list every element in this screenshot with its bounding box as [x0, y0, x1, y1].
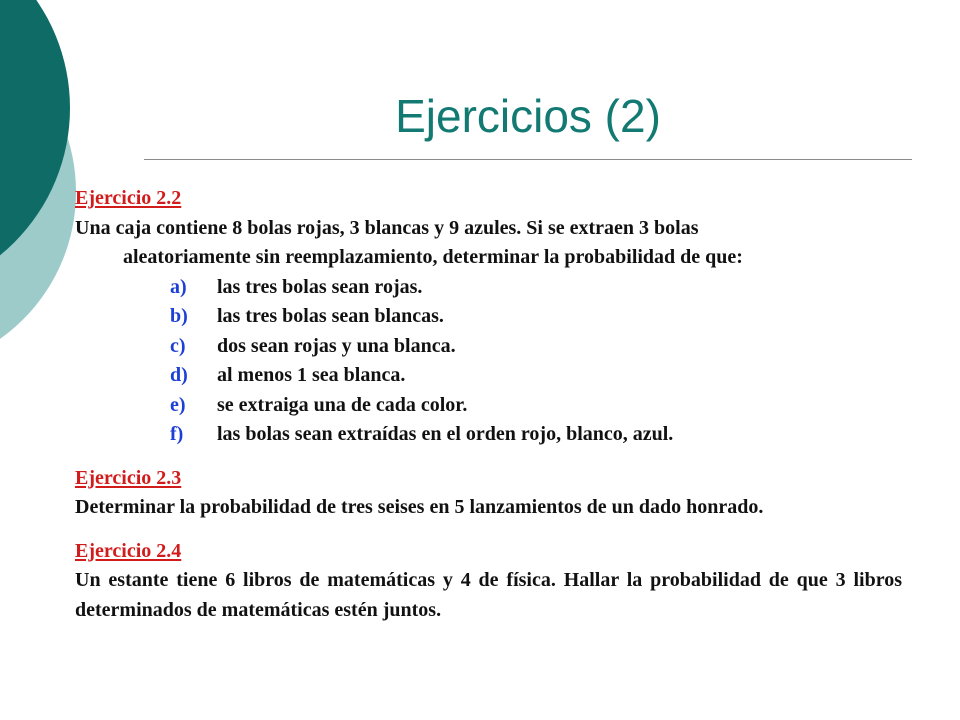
list-marker: e) [170, 393, 186, 416]
exercise-2-3 [75, 464, 902, 523]
list-item-text: las tres bolas sean rojas. [217, 275, 423, 298]
list-item [75, 391, 902, 421]
list-item-text: al menos 1 sea blanca. [217, 364, 406, 386]
list-marker: d) [170, 364, 188, 386]
list-item [75, 361, 902, 391]
list-marker: a) [170, 275, 187, 298]
exercise-2-2 [75, 184, 902, 450]
exercise-text: Determinar la probabilidad de tres seises en 5 lanzamientos de un dado honrado. [75, 496, 764, 518]
exercise-heading: Ejercicio 2.4 [75, 539, 182, 562]
list-marker: c) [170, 334, 186, 357]
title-divider [144, 159, 912, 160]
list-marker: f) [170, 423, 184, 445]
exercise-intro-line-2: aleatoriamente sin reemplazamiento, determinar la probabilidad de que: [123, 246, 743, 268]
list-item [75, 420, 902, 450]
exercise-2-4 [75, 537, 902, 626]
exercise-options-list [75, 273, 902, 450]
exercise-text: Un estante tiene 6 libros de matemáticas y 4 de física. Hallar la probabilidad de que 3 libros determinados de matemáticas estén juntos. [75, 569, 902, 621]
list-item [75, 302, 902, 332]
exercise-heading: Ejercicio 2.2 [75, 187, 182, 209]
list-item-text: las tres bolas sean blancas. [217, 305, 444, 327]
slide-title: Ejercicios (2) [395, 90, 661, 142]
list-item [75, 273, 902, 303]
list-item [75, 332, 902, 362]
exercise-intro-line-1: Una caja contiene 8 bolas rojas, 3 blancas y 9 azules. Si se extraen 3 bolas [75, 216, 699, 239]
exercise-heading: Ejercicio 2.3 [75, 466, 182, 489]
slide-content [75, 184, 902, 625]
list-marker: b) [170, 305, 188, 327]
list-item-text: las bolas sean extraídas en el orden rojo, blanco, azul. [217, 423, 674, 445]
list-item-text: se extraiga una de cada color. [217, 393, 468, 416]
list-item-text: dos sean rojas y una blanca. [217, 334, 456, 357]
exercise-intro [75, 214, 902, 273]
